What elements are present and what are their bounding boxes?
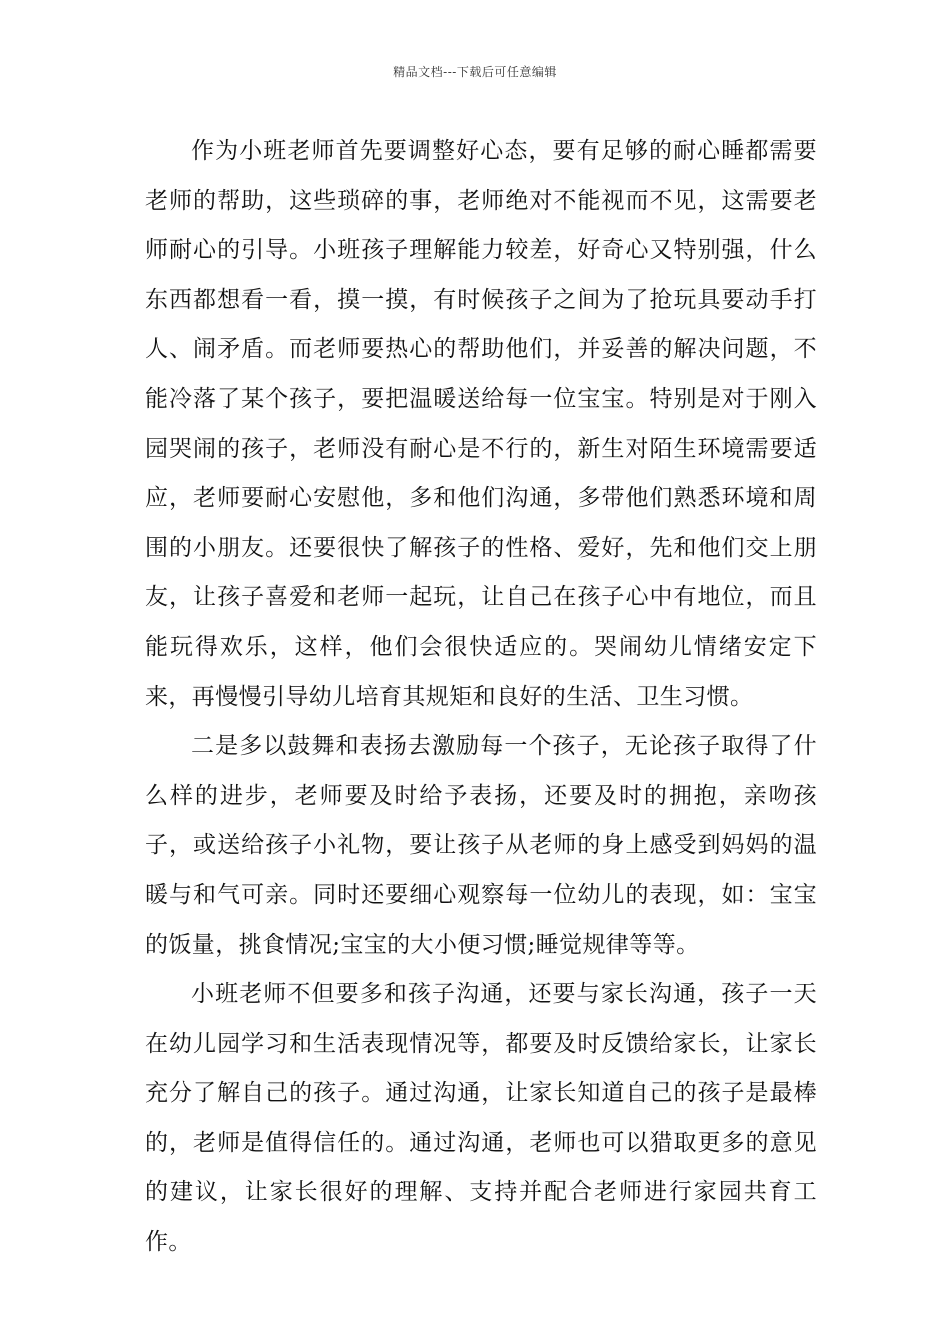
paragraph-2: 二是多以鼓舞和表扬去激励每一个孩子，无论孩子取得了什么样的进步，老师要及时给予表扬，还要及时的拥抱，亲吻孩子，或送给孩子小礼物，要让孩子从老师的身上感受到妈妈的温暖与和气可亲。同时还要细心观察每一位幼儿的表现，如：宝宝的饭量，挑食情况;宝宝的大小便习惯;睡觉规律等等。: [145, 733, 817, 958]
paragraph-1: 作为小班老师首先要调整好心态，要有足够的耐心睡都需要老师的帮助，这些琐碎的事，老师绝对不能视而不见，这需要老师耐心的引导。小班孩子理解能力较差，好奇心又特别强，什么东西都想看一看，摸一摸，有时候孩子之间为了抢玩具要动手打人、闹矛盾。而老师要热心的帮助他们，并妥善的解决问题，不能冷落了某个孩子，要把温暖送给每一位宝宝。特别是对于刚入园哭闹的孩子，老师没有耐心是不行的，新生对陌生环境需要适应，老师要耐心安慰他，多和他们沟通，多带他们熟悉环境和周围的小朋友。还要很快了解孩子的性格、爱好，先和他们交上朋友，让孩子喜爱和老师一起玩，让自己在孩子心中有地位，而且能玩得欢乐，这样，他们会很快适应的。哭闹幼儿情绪安定下来，再慢慢引导幼儿培育其规矩和良好的生活、卫生习惯。: [145, 138, 817, 710]
page-header: 精品文档---下载后可任意编辑: [393, 65, 557, 79]
document-body: [145, 127, 817, 1268]
paragraph-3: 小班老师不但要多和孩子沟通，还要与家长沟通，孩子一天在幼儿园学习和生活表现情况等，都要及时反馈给家长，让家长充分了解自己的孩子。通过沟通，让家长知道自己的孩子是最棒的，老师是值得信任的。通过沟通，老师也可以猎取更多的意见的建议，让家长很好的理解、支持并配合老师进行家园共育工作。: [145, 981, 817, 1256]
